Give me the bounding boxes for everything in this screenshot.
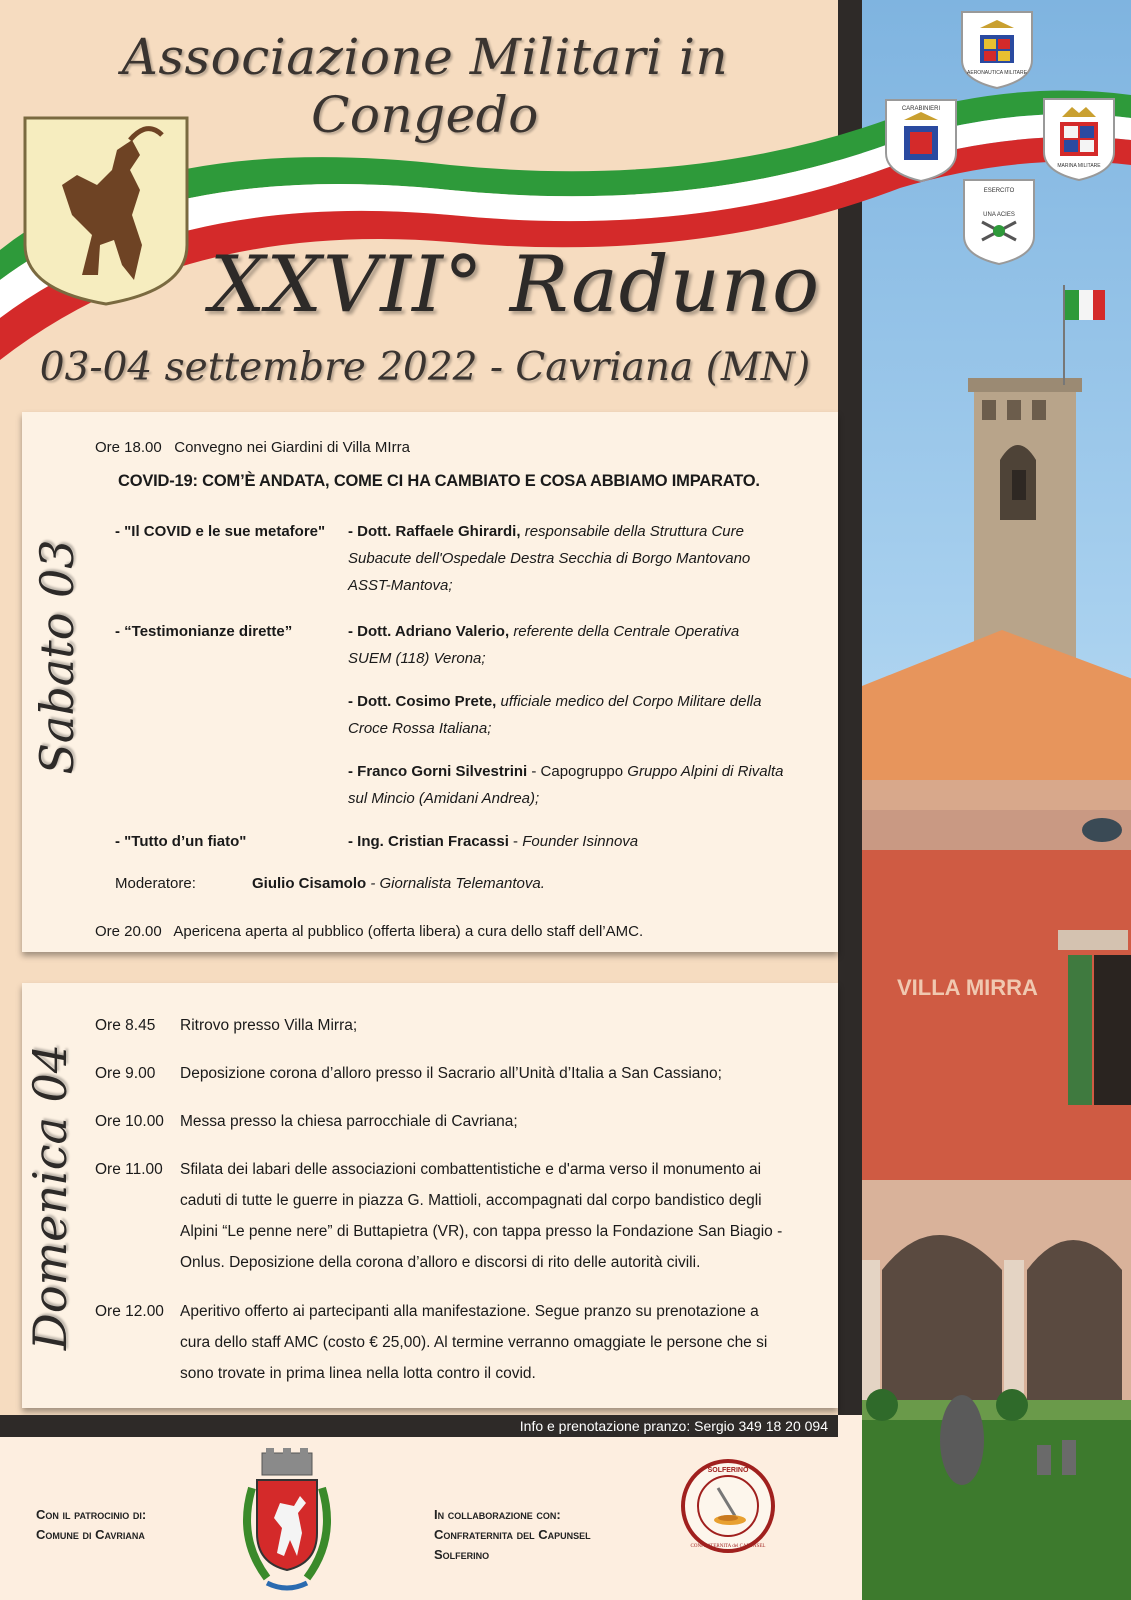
- speaker-name-4: - Franco Gorni Silvestrini: [348, 763, 528, 780]
- speaker-desc-1b: Subacute dell'Ospedale Destra Secchia di Borgo Mantovano: [348, 550, 751, 567]
- speaker-name-2: - Dott. Adriano Valerio,: [348, 623, 510, 640]
- info-reservation: Info e prenotazione pranzo: Sergio 349 18 20 094: [0, 1415, 838, 1437]
- sunday-text-4-line: Sfilata dei labari delle associazioni combattentistiche e d'arma verso il monumento ai: [180, 1161, 762, 1178]
- esercito-label: ESERCITO: [983, 188, 1015, 194]
- esercito-motto: UNA ACIES: [983, 212, 1015, 218]
- esercito-emblem-icon: [962, 178, 1036, 266]
- saturday-end-time: Ore 20.00: [95, 923, 162, 940]
- sunday-text-4: [180, 1154, 815, 1278]
- raduno-title: XXVII° Raduno: [209, 240, 821, 330]
- sunday-text-2: Deposizione corona d’alloro presso il Sacrario all’Unità d’Italia a San Cassiano;: [180, 1065, 722, 1082]
- sunday-item-4: [95, 1154, 815, 1284]
- saturday-intro-time: Ore 18.00: [95, 439, 162, 456]
- speaker-name-1: - Dott. Raffaele Ghirardi,: [348, 523, 521, 540]
- speaker-desc-2b: SUEM (118) Verona;: [348, 650, 486, 667]
- event-date-place: 03-04 settembre 2022 - Cavriana (MN): [39, 345, 811, 390]
- speaker-desc-4a: Gruppo Alpini di Rivalta: [627, 763, 784, 780]
- talk-topic-1: - "Il COVID e le sue metafore": [115, 523, 326, 540]
- speaker-name-3: - Dott. Cosimo Prete,: [348, 693, 497, 710]
- collaboration-label: In collaborazione con:: [434, 1507, 561, 1522]
- speaker-desc-1c: ASST-Mantova;: [348, 577, 453, 594]
- sunday-text-4-line: Alpini “Le penne nere” di Buttapietra (VR), con tappa presso la Fondazione San Biagio -: [180, 1223, 783, 1240]
- goat-shield-icon: [22, 115, 190, 307]
- sunday-label: Domenica 04: [23, 1043, 77, 1351]
- talk-topic-5: - "Tutto d’un fiato": [115, 833, 247, 850]
- patronage-name: Comune di Cavriana: [36, 1527, 145, 1542]
- speaker-desc-5a: Founder Isinnova: [522, 833, 639, 850]
- talk-speaker-5: [348, 828, 808, 855]
- sunday-text-1: Ritrovo presso Villa Mirra;: [180, 1017, 358, 1034]
- talk-speaker-2: [348, 618, 808, 672]
- sunday-item-5: [95, 1296, 815, 1396]
- covid-conference-title: COVID-19: COM’È ANDATA, COME CI HA CAMBIATO E COSA ABBIAMO IMPARATO.: [118, 472, 760, 490]
- moderator-info: [252, 870, 545, 897]
- moderator-label: Moderatore:: [115, 875, 196, 892]
- speaker-desc-4b: sul Mincio (Amidani Andrea);: [348, 790, 540, 807]
- speaker-desc-2a: referente della Centrale Operativa: [513, 623, 740, 640]
- seal-top-text: SOLFERINO: [707, 1467, 749, 1474]
- collaboration-name-2: Solferino: [434, 1547, 490, 1562]
- sunday-time-1: Ore 8.45: [95, 1017, 156, 1034]
- sunday-text-5-line: sono trovate in prima linea nella lotta contro il covid.: [180, 1365, 536, 1382]
- sunday-text-5-line: Aperitivo offerto ai partecipanti alla manifestazione. Segue pranzo su prenotazione a: [180, 1303, 759, 1320]
- moderator-desc: - Giornalista Telemantova.: [366, 875, 545, 892]
- collaboration-name-1: Confraternita del Capunsel: [434, 1527, 591, 1542]
- speaker-name-5: - Ing. Cristian Fracassi: [348, 833, 509, 850]
- marina-label: MARINA MILITARE: [1057, 163, 1101, 169]
- saturday-label: Sabato 03: [30, 539, 84, 775]
- talk-speaker-4: [348, 758, 808, 812]
- speaker-desc-3b: Croce Rossa Italiana;: [348, 720, 492, 737]
- sunday-time-5: Ore 12.00: [95, 1303, 164, 1320]
- saturday-end: [95, 918, 643, 945]
- confraternita-seal-icon: [680, 1458, 776, 1554]
- collaboration-block: [434, 1505, 591, 1565]
- villa-sign: VILLA MIRRA: [897, 975, 1038, 1000]
- talk-speaker-1: [348, 518, 808, 599]
- sunday-time-3: Ore 10.00: [95, 1113, 164, 1130]
- aeronautica-emblem-icon: [960, 10, 1034, 90]
- speaker-desc-1a: responsabile della Struttura Cure: [524, 523, 744, 540]
- aeronautica-label: AERONAUTICA MILITARE: [967, 70, 1027, 76]
- talk-topic-2: - “Testimonianze dirette”: [115, 623, 293, 640]
- saturday-intro: [95, 434, 410, 461]
- sunday-text-4-line: caduti di tutte le guerre in piazza G. Mattioli, accompagnati dal corpo bandistico degli: [180, 1192, 762, 1209]
- sunday-text-4-line: Onlus. Deposizione della corona d’alloro e discorsi di rito delle autorità civili.: [180, 1254, 701, 1271]
- talk-speaker-3: [348, 688, 808, 742]
- sunday-text-5: [180, 1296, 815, 1389]
- patronage-label: Con il patrocinio di:: [36, 1507, 147, 1522]
- sunday-time-4: Ore 11.00: [95, 1161, 163, 1178]
- carabinieri-label: CARABINIERI: [901, 106, 941, 112]
- sunday-time-2: Ore 9.00: [95, 1065, 156, 1082]
- association-title: Associazione Militari in Congedo: [121, 28, 729, 144]
- marina-emblem-icon: [1042, 97, 1116, 182]
- saturday-intro-text: Convegno nei Giardini di Villa MIrra: [174, 439, 410, 456]
- moderator-name: Giulio Cisamolo: [252, 875, 367, 892]
- carabinieri-emblem-icon: [884, 98, 958, 183]
- saturday-end-text: Apericena aperta al pubblico (offerta libera) a cura dello staff dell’AMC.: [173, 923, 644, 940]
- patronage-block: [36, 1505, 146, 1545]
- sunday-text-5-line: cura dello staff AMC (costo € 25,00). Al termine verranno omaggiate le persone che si: [180, 1334, 768, 1351]
- speaker-role-4: - Capogruppo: [527, 763, 628, 780]
- speaker-desc-3a: ufficiale medico del Corpo Militare della: [500, 693, 762, 710]
- seal-bottom-text: CONFRATERNITA del CAPUNSEL: [690, 1544, 766, 1549]
- cavriana-coat-of-arms-icon: [232, 1448, 342, 1598]
- speaker-sep-5: -: [508, 833, 523, 850]
- sunday-text-3: Messa presso la chiesa parrocchiale di Cavriana;: [180, 1113, 518, 1130]
